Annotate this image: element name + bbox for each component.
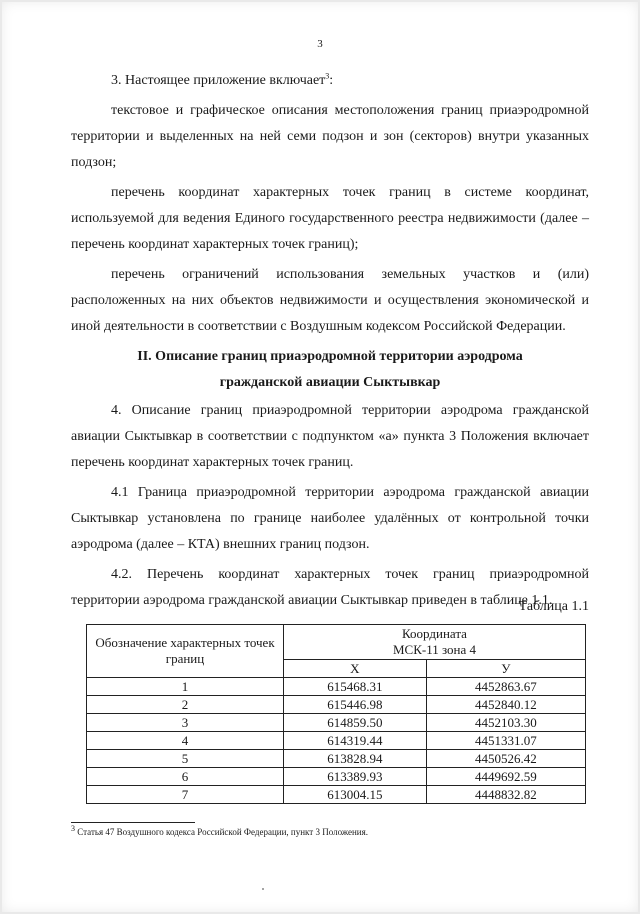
table-row — [87, 750, 586, 768]
cell-point-number: 2 — [87, 696, 284, 714]
footnote-divider — [71, 822, 195, 823]
cell-y: 4452863.67 — [426, 678, 585, 696]
cell-point-number: 5 — [87, 750, 284, 768]
cell-y: 4449692.59 — [426, 768, 585, 786]
cell-x: 613389.93 — [284, 768, 427, 786]
cell-x: 613004.15 — [284, 786, 427, 804]
cell-point-number: 3 — [87, 714, 284, 732]
table-row — [87, 732, 586, 750]
section-3-block — [71, 68, 589, 340]
cell-y: 4452103.30 — [426, 714, 585, 732]
cell-point-number: 7 — [87, 786, 284, 804]
cell-y: 4451331.07 — [426, 732, 585, 750]
table-row — [87, 768, 586, 786]
list-item-restrictions: перечень ограничений использования земельных участков и (или) расположенных на них объектов недвижимости и осуществления экономической и иной деятельности в соответствии с Воздушным кодексом Российской Федерации. — [71, 267, 589, 334]
paragraph-4-1: 4.1 Граница приаэродромной территории аэродрома гражданской авиации Сыктывкар установлена по границе наиболее удалённых от контрольной точки аэродрома (далее – КТА) внешних границ подзон. — [71, 485, 589, 552]
cell-point-number: 4 — [87, 732, 284, 750]
cell-point-number: 1 — [87, 678, 284, 696]
footnote-text: Статья 47 Воздушного кодекса Российской Федерации, пункт 3 Положения. — [77, 827, 368, 837]
cell-x: 614859.50 — [284, 714, 427, 732]
list-item-coordinates: перечень координат характерных точек границ в системе координат, используемой для ведения Единого государственного реестра недвижимости (далее – перечень координат характерных точек границ); — [71, 185, 589, 252]
table-row — [87, 696, 586, 714]
header-coordinate-line1: Координата — [402, 626, 467, 641]
table-caption: Таблица 1.1 — [518, 599, 589, 614]
footnote — [71, 826, 589, 838]
cell-x: 615446.98 — [284, 696, 427, 714]
cell-x: 615468.31 — [284, 678, 427, 696]
cell-y: 4448832.82 — [426, 786, 585, 804]
header-coordinate — [284, 625, 586, 660]
list-item-description: текстовое и графическое описания местоположения границ приаэродромной территории и выделенных на ней семи подзон и зон (секторов) внутри указанных подзон; — [71, 103, 589, 170]
intro-text: 3. Настоящее приложение включает — [111, 73, 326, 88]
page-number: 3 — [317, 38, 323, 50]
table-row — [87, 678, 586, 696]
section-heading-line2: гражданской авиации Сыктывкар — [219, 375, 441, 390]
intro-colon: : — [329, 73, 334, 88]
cell-point-number: 6 — [87, 768, 284, 786]
header-coordinate-line2: МСК-11 зона 4 — [392, 642, 477, 657]
header-points: Обозначение характерных точек границ — [87, 625, 284, 678]
paragraph-4: 4. Описание границ приаэродромной территории аэродрома гражданской авиации Сыктывкар в соответствии с подпунктом «а» пункта 3 Положения включает перечень координат характерных точек границ. — [71, 403, 589, 470]
cell-x: 614319.44 — [284, 732, 427, 750]
cell-y: 4450526.42 — [426, 750, 585, 768]
section-2-block — [71, 398, 589, 614]
coordinates-table — [86, 624, 586, 804]
scan-speck — [262, 888, 264, 890]
paragraph-4-2: 4.2. Перечень координат характерных точек границ приаэродромной территории аэродрома гражданской авиации Сыктывкар приведен в таблице 1.1. — [71, 567, 589, 608]
table-row — [87, 786, 586, 804]
header-y: У — [426, 660, 585, 678]
table-row — [87, 714, 586, 732]
footnote-mark: 3 — [71, 824, 75, 833]
table-body — [87, 678, 586, 804]
section-heading-line1: II. Описание границ приаэродромной территории аэродрома — [137, 349, 523, 364]
cell-x: 613828.94 — [284, 750, 427, 768]
cell-y: 4452840.12 — [426, 696, 585, 714]
footnote-ref: 3 — [325, 71, 330, 81]
intro-paragraph — [71, 68, 589, 94]
header-x: X — [284, 660, 427, 678]
